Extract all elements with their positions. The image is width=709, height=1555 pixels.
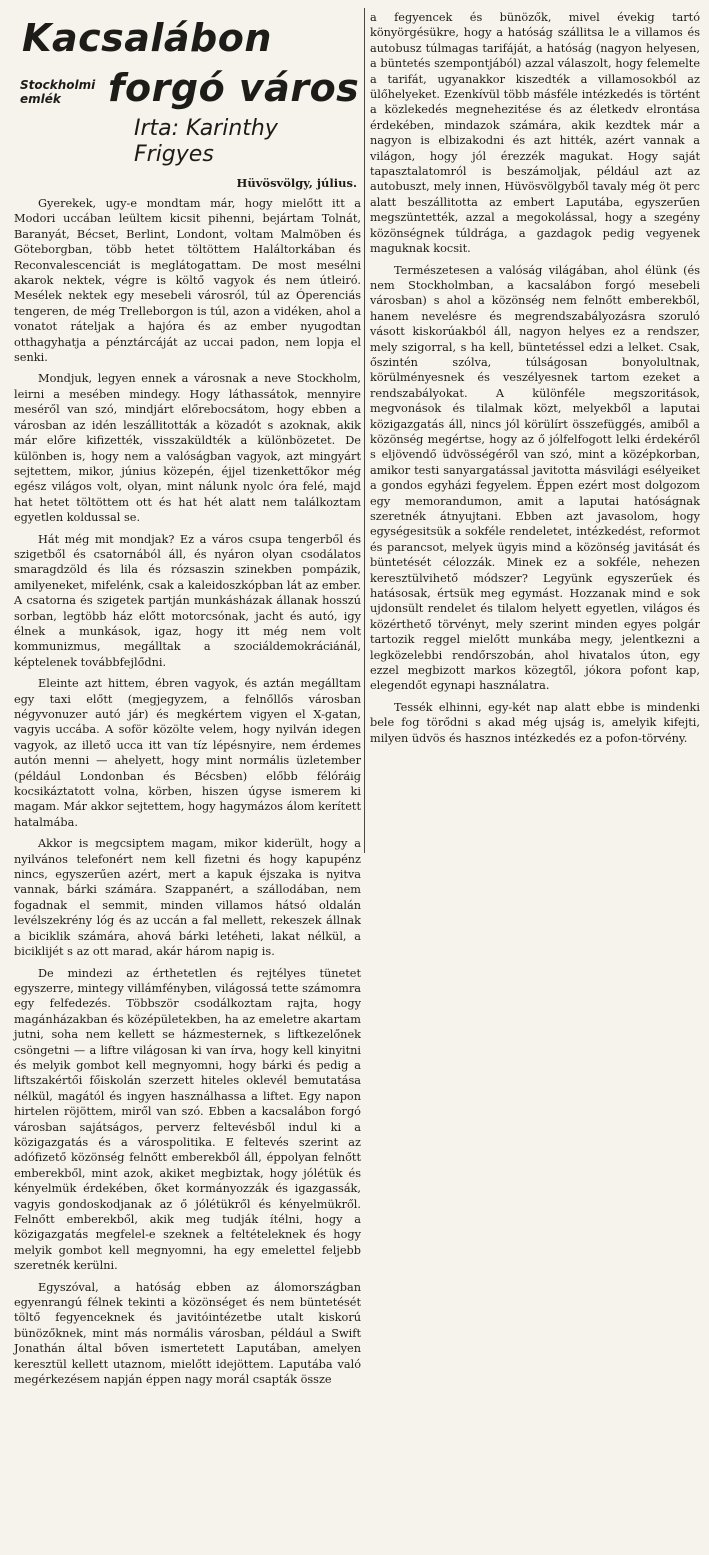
article-paragraph: De mindezi az érthetetlen és rejtélyes tünetet egyszerre, mintegy villámfényben, világossá tette számomra egy felfedezés. Többször csodálkoztam rajta, hogy magánházakban és középületekben, ha az emeletre akartam jutni, soha nem kellett se házmesternek, s liftkezelőnek csöngetni — a liftre világosan ki van írva, hogy kell kinyitni és melyik gombot kell megnyomni, hogy bárki és pedig a liftszakértői főiskolán szerzett hiteles oklevél bemutatása nélkül, magától és ingyen használhassa a liftet. Egy napon hirtelen röjöttem, miről van szó. Ebben a kacsalábon forgó városban sajátságos, perverz feltevésből indul ki a közigazgatás és a várospolitika. E feltevés szerint az adófizető közönség felnőtt emberekből áll, éppolyan felnőtt emberekből, mint azok, akiket megbiztak, hogy jólétük és kényelmük érdekében, őket kormányozzák és igazgassák, vagyis gondoskodjanak az ő jólétükről és kényelmükről. Felnőtt emberekből, akik meg tudják ítélni, hogy a közigazgatás megfelel-e szeknek a feltételeknek és hogy melyik gombot kell megnyomni, ha egy emelettel feljebb szeretnék kerülni.	[14, 966, 361, 1273]
article-paragraph: Természetesen a valóság világában, ahol élünk (és nem Stockholmban, a kacsalábon forgó mesebeli városban) s ahol a közönség nem felnőtt emberekből, hanem nevelésre és megrendszabályozásra szoruló vásott kiskorúakból áll, nagyon helyes ez a rendszer, mely szigorral, s ha kell, büntetéssel edzi a lelket. Csak, őszintén szólva, túlságosan bonyolultnak, körülményesnek és veszélyesnek tartom ezeket a rendszabályokat. A különféle megszoritások, megvonások és tilalmak közt, melyekből a laputai közigazgatás áll, nincs jól körülírt összefüggés, amiből a közönség megértse, hogy az ő jólfelfogott lelki érdekéről s eljövendő üdvösségéről van szó, mint a középkorban, amikor testi sanyargatással javitotta másvilági esélyeiket a gondos egyházi fegyelem. Éppen ezért most dolgozom egy memorandumon, amit a laputai hatóságnak szeretnék átnyujtani. Ebben azt javasolom, hogy egységesitsük a sokféle rendeletet, intézkedést, reformot és parancsot, melyek ügyis mind a közönség javitását és büntetését célozzák. Minek ez a sokféle, nehezen keresztülvihető módszer? Legyünk egyszerűek és hatásosak, értsük meg egymást. Hozzanak mind e sok ujdonsült rendelet és tilalom helyett egyetlen, világos és közérthető törvényt, mely szerint minden egyes polgár tartozik reggel mielőtt munkába megy, jelentkezni a legközelebbi rendőrszobán, ahol hivatalos úton, egy ezzel megbizott markos közegtől, jókora pofont kap, elegendőt egynapi használatra.	[370, 263, 700, 693]
column-divider	[364, 8, 365, 853]
article-paragraph: Hát még mit mondjak? Ez a város csupa tengerből és szigetből és csatornából áll, és nyáron olyan csodálatos smaragdzöld és lila és rózsaszin szinekben pompázik, amilyeneket, mifelénk, csak a kaleidoszkópban lát az ember. A csatorna és szigetek partján munkásházak állanak hosszú sorban, legtöbb ház előtt motorcsónak, jacht és autó, igy élnek a munkások, igaz, hogy itt még nem volt kommunizmus, megálltak a szociáldemokráciánál, képtelenek továbbfejlődni.	[14, 532, 361, 669]
headline-row	[14, 66, 361, 110]
dateline: Hüvösvölgy, július.	[236, 176, 357, 190]
article-paragraph: Egyszóval, a hatóság ebben az álomországban egyenrangú félnek tekinti a közönséget és nem büntetését töltő fegyenceknek és javitóintézetbe utalt kiskorú bünözőknek, mint más normális városban, például a Swift Jonathán által bőven ismertetett Laputában, amelyen keresztül kellett utaznom, mielőtt idejöttem. Laputába való megérkezésem napján éppen nagy morál csapták össze	[14, 1280, 361, 1387]
byline: Irta: Karinthy Frigyes	[134, 116, 278, 167]
right-column	[370, 10, 700, 752]
headline-line-1: Kacsalábon	[22, 16, 272, 60]
article-paragraph: Tessék elhinni, egy-két nap alatt ebbe is mindenki bele fog törődni s akad még ujság is, amelyik kifejti, milyen üdvös és hasznos intézkedés ez a pofon-törvény.	[370, 700, 700, 745]
article-paragraph: Akkor is megcsiptem magam, mikor kiderült, hogy a nyilvános telefonért nem kell fizetni és hogy kapupénz nincs, egyszerűen azért, mert a kapuk éjszaka is nyitva vannak, bárki számára. Szappanért, a szállodában, nem fogadnak el semmit, minden villamos hátsó oldalán levélszekrény lóg és az uccán a fal mellett, rekeszek állnak a biciklik számára, ahová bárki letéheti, lakat nélkül, a biciklijét s az ott marad, akár három napig is.	[14, 837, 361, 959]
article-paragraph: Eleinte azt hittem, ébren vagyok, és aztán megálltam egy taxi előtt (megjegyzem, a felnőllős városban négyvonuzer autó jár) és megkértem vigyen el X-gatan, vagyis uccába. A soför közölte velem, hogy nyilván idegen vagyok, az illető ucca itt van tíz lépésnyire, nem érdemes autón menni — ahelyett, hogy mint normális üzletember (például Londonban és Bécsben) előbb félóráig kocsikáztatott volna, körben, hiszen úgyse ismerem ki magam. Már akkor sejtettem, hogy hagymázos álom kerített hatalmába.	[14, 677, 361, 829]
headline-line-2: forgó város	[108, 66, 360, 110]
left-body-text	[14, 196, 361, 1387]
left-column	[14, 10, 361, 1393]
article-paragraph: Mondjuk, legyen ennek a városnak a neve Stockholm, leirni a mesében mindegy. Hogy láthassátok, mennyire meséről van szó, mindjárt előrebocsátom, hogy ebben a városban az idén leszállitották a közadót s azoknak, akik már előre kifizették, visszaküldték a különbözetet. De különben is, hogy nem a valóságban vagyok, azt mingyárt sejtettem, mikor, június közepén, éjjel tizenkettőkor még egész világos volt, olyan, mint nálunk nyolc óra felé, majd hat hetet töltöttem ott és hat hét alatt nem találkoztam egyetlen koldussal se.	[14, 372, 361, 525]
subtitle: Stockholmi emlék	[20, 78, 96, 106]
article-paragraph: a fegyencek és bünözők, mivel évekig tartó könyörgésükre, hogy a hatóság szállitsa le a villamos és autobusz túlmagas tarifáját, a hatóság (nagyon helyesen, a büntetés szempontjából) azzal válaszolt, hogy felemelte a tarifát, ugyanakkor kiszedték a villamosokból az ülőhelyeket. Ezenkívül több másféle intézkedés is történt a közlekedés megnehezitése és az életkedv elrontása érdekében, mindazok számára, akik kezdtek már a nagyon is elbizakodni és azt hitték, azért vannak a világon, hogy jól érezzék magukat. Hogy saját tapasztalatomról is beszámoljak, például azt az autobuszt, mely innen, Hüvösvölgyből tavaly még öt perc alatt beszállitotta az embert Laputába, egyszerűen megszüntették, azzal a megokolással, hogy a szegény közönségnek túldrága, a gazdagok pedig vegyenek maguknak kocsit.	[370, 11, 700, 256]
article-paragraph: Gyerekek, ugy-e mondtam már, hogy mielőtt itt a Modori uccában leültem kicsit pihenni, bejártam Tolnát, Baranyát, Bécset, Berlint, Londont, voltam Malmöben és Göteborgban, több hetet töltöttem Haláltorkában és Reconvalescenciát is meglátogattam. De most mesélni akarok nektek, végre is költő vagyok és nem útleiró. Mesélek nektek egy mesebeli városról, túl az Óperenciás tengeren, de még Trelleborgon is túl, azon a vidéken, ahol a vonatot ráteljak a hajóra és az ember nyugodtan otthagyhatja a pénztárcáját az uccai padon, nem lopja el senki.	[14, 197, 361, 365]
right-body-text	[370, 10, 700, 746]
